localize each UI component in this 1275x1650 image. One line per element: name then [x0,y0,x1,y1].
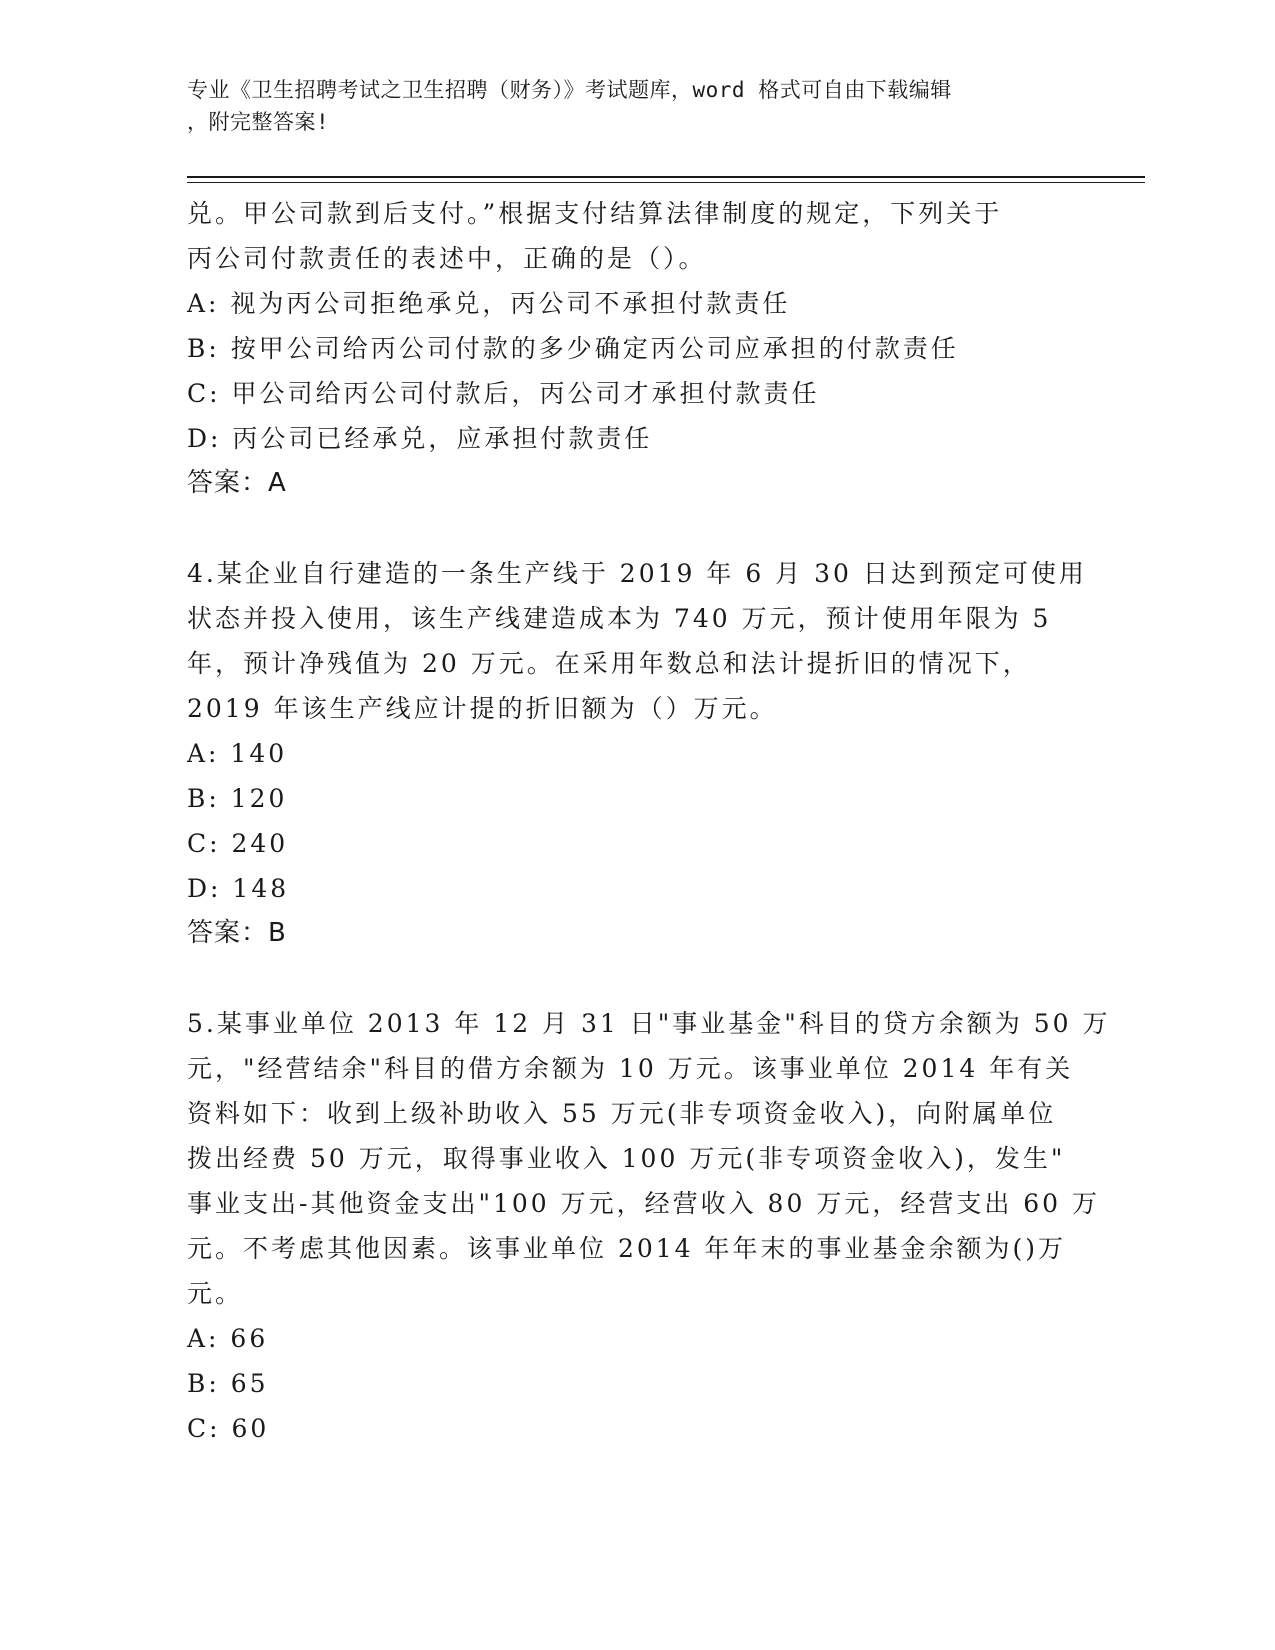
question-stem-line: 丙公司付款责任的表述中，正确的是（）。 [187,244,707,273]
option-b: B: 65 [187,1369,269,1398]
option-b: B: 120 [187,784,288,813]
question-5 [187,1001,1111,1451]
question-stem-line: 2019 年该生产线应计提的折旧额为（）万元。 [187,694,778,723]
option-b: B: 按甲公司给丙公司付款的多少确定丙公司应承担的付款责任 [187,334,959,363]
spacer [187,506,1067,551]
answer-label: 答案：B [187,918,287,948]
question-stem-line: 5.某事业单位 2013 年 12 月 31 日"事业基金"科目的贷方余额为 50 万 [187,1009,1111,1038]
question-3 [187,191,1067,506]
answer-label: 答案：A [187,468,287,498]
page-header [187,74,1067,138]
question-stem-line: 资料如下：收到上级补助收入 55 万元(非专项资金收入)，向附属单位 [187,1099,1057,1128]
header-line-1: 专业《卫生招聘考试之卫生招聘（财务）》考试题库，word 格式可自由下载编辑 [187,78,952,102]
option-d: D: 丙公司已经承兑，应承担付款责任 [187,424,653,453]
question-content [187,191,1111,1451]
question-stem-line: 元，"经营结余"科目的借方余额为 10 万元。该事业单位 2014 年有关 [187,1054,1074,1083]
option-c: C: 甲公司给丙公司付款后，丙公司才承担付款责任 [187,379,820,408]
option-d: D: 148 [187,874,290,903]
question-4 [187,551,1087,956]
option-a: A: 视为丙公司拒绝承兑，丙公司不承担付款责任 [187,289,791,318]
option-a: A: 66 [187,1324,269,1353]
option-c: C: 60 [187,1414,270,1443]
option-c: C: 240 [187,829,289,858]
question-stem-line: 事业支出-其他资金支出"100 万元，经营收入 80 万元，经营支出 60 万 [187,1189,1101,1218]
question-stem-line: 拨出经费 50 万元，取得事业收入 100 万元(非专项资金收入)，发生" [187,1144,1066,1173]
header-rule-thin [187,182,1145,183]
header-line-2: ，附完整答案! [187,110,330,134]
spacer [187,956,1067,1001]
question-stem-line: 元。不考虑其他因素。该事业单位 2014 年年末的事业基金余额为()万 [187,1234,1067,1263]
question-stem-line: 兑。甲公司款到后支付。”根据支付结算法律制度的规定，下列关于 [187,199,1003,228]
header-rule-thick [187,176,1145,178]
question-stem-line: 年，预计净残值为 20 万元。在采用年数总和法计提折旧的情况下， [187,649,1031,678]
question-stem-line: 元。 [187,1279,244,1308]
option-a: A: 140 [187,739,288,768]
question-stem-line: 4.某企业自行建造的一条生产线于 2019 年 6 月 30 日达到预定可使用 [187,559,1087,588]
question-stem-line: 状态并投入使用，该生产线建造成本为 740 万元，预计使用年限为 5 [187,604,1052,633]
